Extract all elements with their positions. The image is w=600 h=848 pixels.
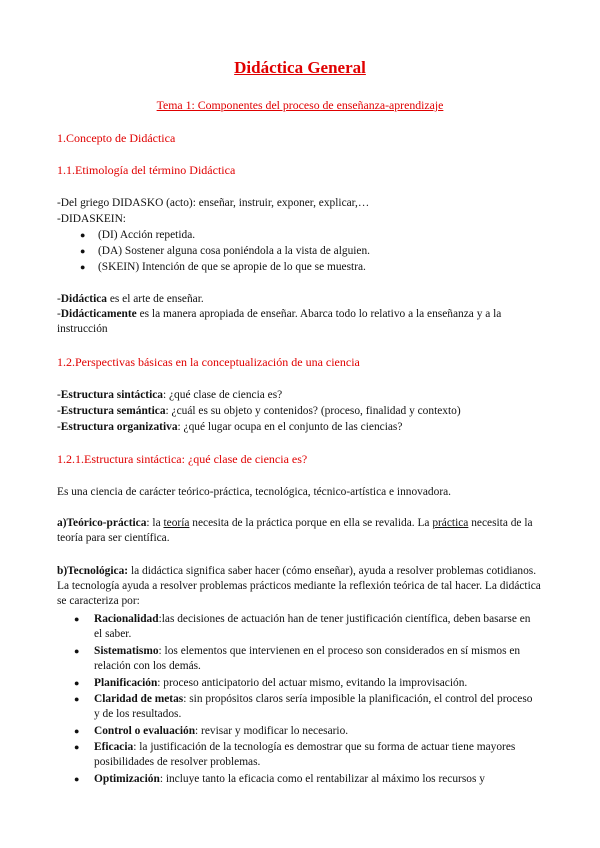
heading-1: 1.Concepto de Didáctica [57, 131, 176, 145]
bullet-icon: ● [80, 262, 86, 272]
heading-1-2: 1.2.Perspectivas básicas en la conceptualización de una ciencia [57, 355, 360, 369]
perspective-item: -Estructura semántica: ¿cuál es su objeto y contenidos? (proceso, finalidad y contexto) [57, 405, 461, 417]
bullet-icon: ● [80, 246, 86, 256]
bullet-icon: ● [74, 694, 80, 704]
etymology-line-2: -DIDASKEIN: [57, 213, 126, 225]
perspective-item: -Estructura sintáctica: ¿qué clase de ciencia es? [57, 389, 283, 401]
document-title: Didáctica General [234, 58, 366, 77]
definition-didacticamente: -Didácticamente es la manera apropiada de enseñar. Abarca todo lo relativo a la enseñanza y a la instrucción [57, 308, 502, 336]
bullet-icon: ● [74, 726, 80, 736]
document-subtitle: Tema 1: Componentes del proceso de enseñanza-aprendizaje [156, 98, 444, 112]
etymology-line-1: -Del griego DIDASKO (acto): enseñar, instruir, exponer, explicar,… [57, 197, 370, 209]
bullet-icon: ● [80, 230, 86, 240]
bullet-icon: ● [74, 614, 80, 624]
bullet-icon: ● [74, 678, 80, 688]
heading-1-2-1: 1.2.1.Estructura sintáctica: ¿qué clase de ciencia es? [57, 452, 308, 466]
paragraph-teorico-practica: a)Teórico-práctica: la teoría necesita de la práctica porque en ella se revalida. La práctica necesita de la teoría para ser científica. [57, 517, 533, 545]
definition-didactica: -Didáctica es el arte de enseñar. [57, 293, 204, 305]
heading-1-1: 1.1.Etimología del término Didáctica [57, 163, 236, 177]
paragraph-tecnologica: b)Tecnológica: la didáctica significa saber hacer (cómo enseñar), ayuda a resolver problemas cotidianos. La tecnología ayuda a resolver problemas prácticos mediante la reflexión teórica de tal hacer. La didáctica se caracteriza por: [57, 565, 541, 608]
bullet-icon: ● [74, 742, 80, 752]
intro-paragraph: Es una ciencia de carácter teórico-práctica, tecnológica, técnico-artística e innovadora. [57, 486, 452, 498]
bullet-icon: ● [74, 774, 80, 784]
bullet-icon: ● [74, 646, 80, 656]
perspective-item: -Estructura organizativa: ¿qué lugar ocupa en el conjunto de las ciencias? [57, 421, 403, 433]
document-page: Didáctica General Tema 1: Componentes del proceso de enseñanza-aprendizaje 1.Concepto de Didáctica 1.1.Etimología del término Didáctica -Del griego DIDASKO (acto): enseñar, instruir, exponer, explicar,… -DIDASKEIN: ● (DI) Acción repetida. ● (DA) Sostener alguna cosa poniéndola a la vista de alguien. ● (SKEIN) Intención de que se apropie de lo que se muestra. -Didáctica es el arte de enseñar. -Didácticamente es la manera apropiada de enseñar. Abarca todo lo relativo a la enseñanza y a la instrucción 1.2.Perspectivas básicas en la conceptualización de una ciencia -Estructura sintáctica: ¿qué clase de ciencia es? -Estructura semántica: ¿cuál es su objeto y contenidos? (proceso, finalidad y contexto) -Estructura organizativa: ¿qué lugar ocupa en el conjunto de las ciencias? 1.2.1.Estructura sintáctica: ¿qué clase de ciencia es? Es una ciencia de carácter teórico-práctica, tecnológica, técnico-artística e innovadora. a)Teórico-práctica: la teoría necesita de la práctica porque en ella se revalida. La práctica necesita de la teoría para ser científica. b)Tecnológica: la didáctica significa saber hacer (cómo enseñar), ayuda a resolver problemas cotidianos. La tecnología ayuda a resolver problemas prácticos mediante la reflexión teórica de tal hacer. La didáctica se caracteriza por: ● Racionalidad:las decisiones de actuación han de tener justificación científica, deben basarse en el saber. ● Sistematismo: los elementos que intervienen en el proceso son considerados en sí mismos en relación con los demás. ● Planificación: proceso anticipatorio del actuar mismo, evitando la improvisación. ● Claridad de metas: sin propósitos claros sería imposible la planificación, el control del proceso y de los resultados. ● Control o evaluación: revisar y modificar lo necesario. ● Eficacia: la justificación de la tecnología es demostrar que su forma de actuar tiene mayores posibilidades de resolver problemas. ● Optimización: incluye tanto la eficacia como el rentabilizar al máximo los recursos y [0, 0, 600, 848]
